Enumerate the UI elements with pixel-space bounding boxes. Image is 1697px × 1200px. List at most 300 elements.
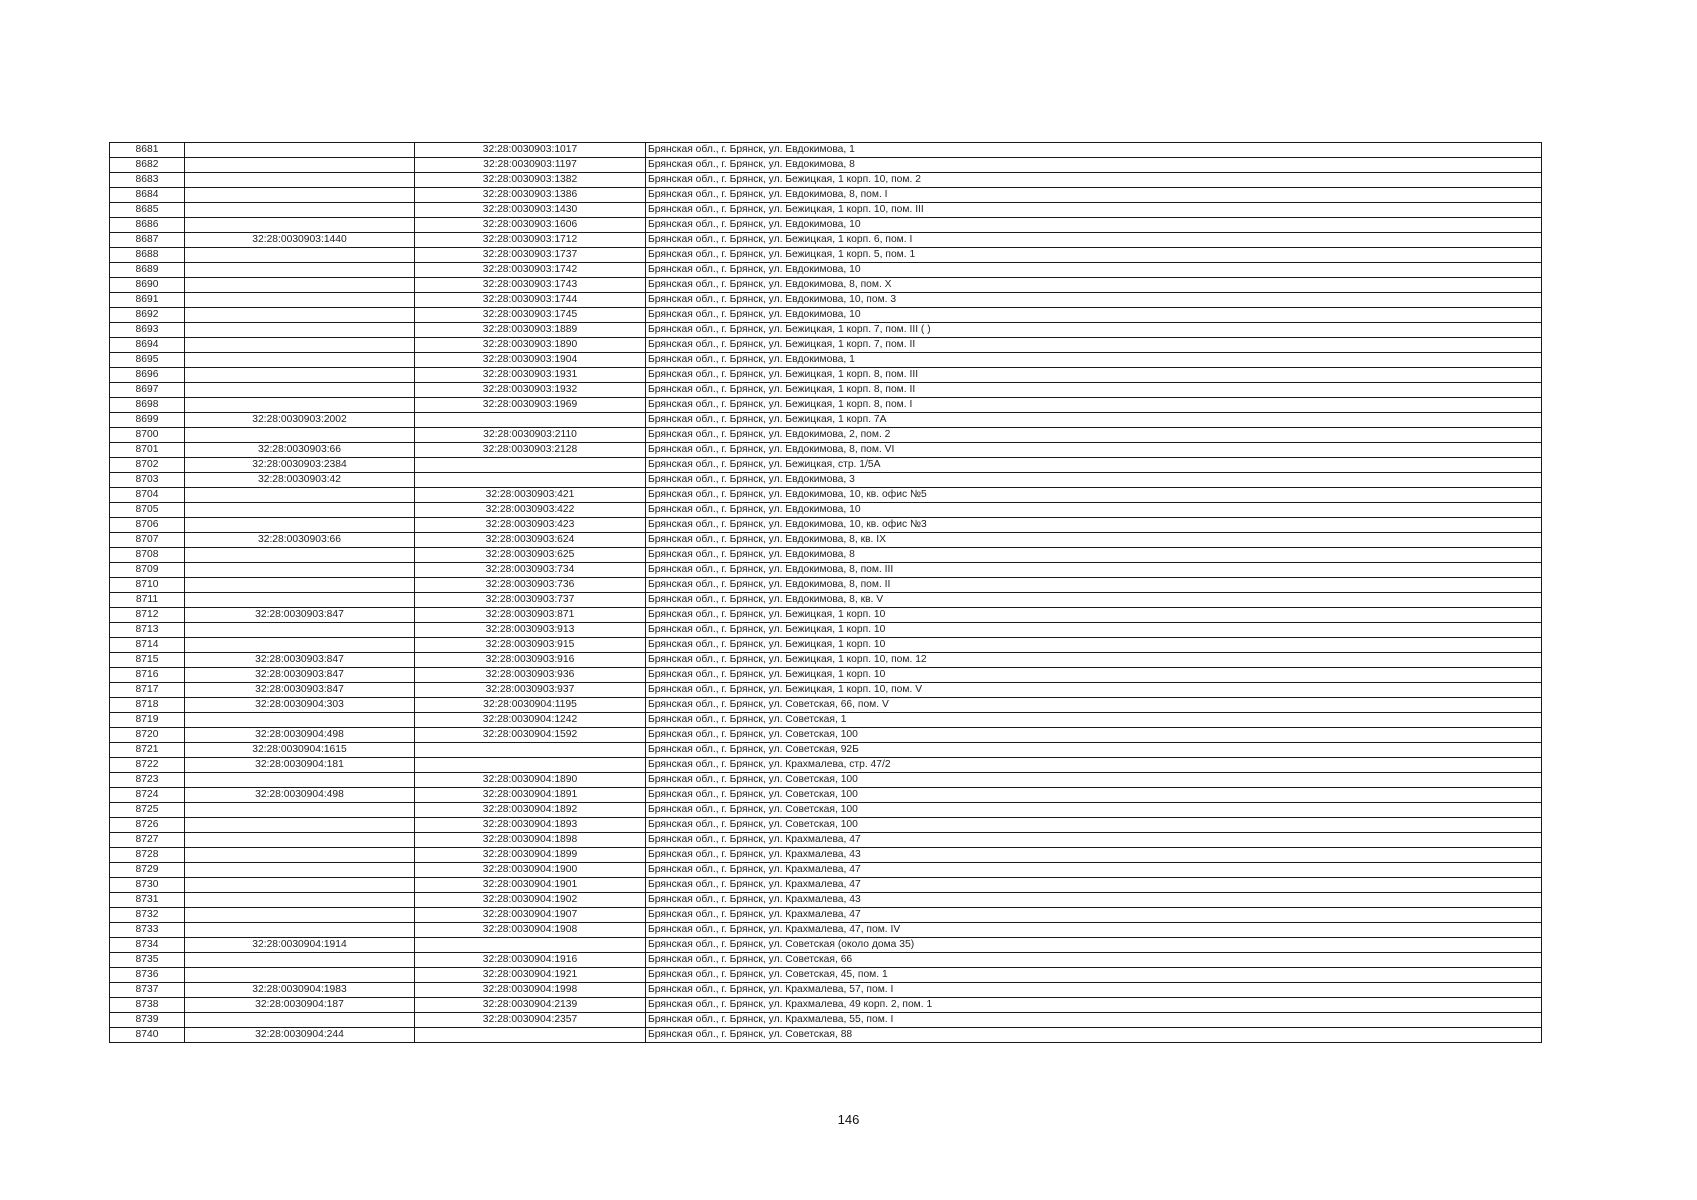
row-number-cell: 8684 (110, 188, 185, 203)
address-cell: Брянская обл., г. Брянск, ул. Евдокимова, 10 (646, 503, 1542, 518)
parent-cadastral-number-cell: 32:28:0030903:847 (185, 683, 415, 698)
row-number-cell: 8739 (110, 1013, 185, 1028)
cadastral-number-cell: 32:28:0030903:1889 (415, 323, 646, 338)
address-cell: Брянская обл., г. Брянск, ул. Бежицкая, 1 корп. 7, пом. III ( ) (646, 323, 1542, 338)
cadastral-number-cell: 32:28:0030904:1893 (415, 818, 646, 833)
cadastral-number-cell: 32:28:0030904:1900 (415, 863, 646, 878)
cadastral-number-cell: 32:28:0030904:2357 (415, 1013, 646, 1028)
row-number-cell: 8709 (110, 563, 185, 578)
parent-cadastral-number-cell: 32:28:0030904:1983 (185, 983, 415, 998)
cadastral-number-cell: 32:28:0030903:1745 (415, 308, 646, 323)
cadastral-number-cell: 32:28:0030903:937 (415, 683, 646, 698)
row-number-cell: 8701 (110, 443, 185, 458)
parent-cadastral-number-cell: 32:28:0030904:498 (185, 788, 415, 803)
parent-cadastral-number-cell: 32:28:0030903:1440 (185, 233, 415, 248)
table-row (110, 863, 1542, 878)
table-row (110, 158, 1542, 173)
row-number-cell: 8704 (110, 488, 185, 503)
parent-cadastral-number-cell (185, 713, 415, 728)
cadastral-number-cell: 32:28:0030904:1891 (415, 788, 646, 803)
address-cell: Брянская обл., г. Брянск, ул. Бежицкая, стр. 1/5А (646, 458, 1542, 473)
row-number-cell: 8740 (110, 1028, 185, 1043)
table-row (110, 998, 1542, 1013)
row-number-cell: 8702 (110, 458, 185, 473)
table-row (110, 638, 1542, 653)
address-cell: Брянская обл., г. Брянск, ул. Евдокимова, 3 (646, 473, 1542, 488)
address-cell: Брянская обл., г. Брянск, ул. Советская, 100 (646, 788, 1542, 803)
address-cell: Брянская обл., г. Брянск, ул. Крахмалева, 43 (646, 848, 1542, 863)
parent-cadastral-number-cell (185, 368, 415, 383)
parent-cadastral-number-cell: 32:28:0030904:498 (185, 728, 415, 743)
parent-cadastral-number-cell (185, 848, 415, 863)
address-cell: Брянская обл., г. Брянск, ул. Крахмалева, 47 (646, 908, 1542, 923)
row-number-cell: 8731 (110, 893, 185, 908)
row-number-cell: 8689 (110, 263, 185, 278)
parent-cadastral-number-cell: 32:28:0030903:2384 (185, 458, 415, 473)
table-row (110, 308, 1542, 323)
row-number-cell: 8693 (110, 323, 185, 338)
parent-cadastral-number-cell (185, 263, 415, 278)
row-number-cell: 8685 (110, 203, 185, 218)
parent-cadastral-number-cell (185, 968, 415, 983)
cadastral-number-cell: 32:28:0030904:1195 (415, 698, 646, 713)
cadastral-number-cell: 32:28:0030903:1932 (415, 383, 646, 398)
table-row (110, 458, 1542, 473)
row-number-cell: 8711 (110, 593, 185, 608)
cadastral-number-cell: 32:28:0030904:1907 (415, 908, 646, 923)
parent-cadastral-number-cell: 32:28:0030903:847 (185, 653, 415, 668)
parent-cadastral-number-cell (185, 338, 415, 353)
address-cell: Брянская обл., г. Брянск, ул. Евдокимова, 8, пом. VI (646, 443, 1542, 458)
row-number-cell: 8703 (110, 473, 185, 488)
cadastral-number-cell: 32:28:0030903:1931 (415, 368, 646, 383)
address-cell: Брянская обл., г. Брянск, ул. Бежицкая, 1 корп. 10, пом. 12 (646, 653, 1542, 668)
cadastral-table (109, 142, 1542, 1043)
parent-cadastral-number-cell (185, 383, 415, 398)
table-row (110, 878, 1542, 893)
parent-cadastral-number-cell (185, 143, 415, 158)
row-number-cell: 8718 (110, 698, 185, 713)
row-number-cell: 8713 (110, 623, 185, 638)
address-cell: Брянская обл., г. Брянск, ул. Советская (около дома 35) (646, 938, 1542, 953)
row-number-cell: 8692 (110, 308, 185, 323)
parent-cadastral-number-cell (185, 593, 415, 608)
cadastral-number-cell: 32:28:0030903:1742 (415, 263, 646, 278)
row-number-cell: 8724 (110, 788, 185, 803)
row-number-cell: 8714 (110, 638, 185, 653)
row-number-cell: 8696 (110, 368, 185, 383)
table-row (110, 983, 1542, 998)
parent-cadastral-number-cell (185, 818, 415, 833)
row-number-cell: 8705 (110, 503, 185, 518)
parent-cadastral-number-cell (185, 833, 415, 848)
address-cell: Брянская обл., г. Брянск, ул. Крахмалева, стр. 47/2 (646, 758, 1542, 773)
parent-cadastral-number-cell (185, 308, 415, 323)
row-number-cell: 8716 (110, 668, 185, 683)
row-number-cell: 8738 (110, 998, 185, 1013)
table-row (110, 563, 1542, 578)
table-row (110, 293, 1542, 308)
table-row (110, 248, 1542, 263)
table-row (110, 728, 1542, 743)
address-cell: Брянская обл., г. Брянск, ул. Бежицкая, 1 корп. 10, пом. 2 (646, 173, 1542, 188)
address-cell: Брянская обл., г. Брянск, ул. Советская, 45, пом. 1 (646, 968, 1542, 983)
cadastral-number-cell: 32:28:0030903:1382 (415, 173, 646, 188)
row-number-cell: 8720 (110, 728, 185, 743)
parent-cadastral-number-cell (185, 878, 415, 893)
cadastral-number-cell: 32:28:0030903:423 (415, 518, 646, 533)
table-row (110, 743, 1542, 758)
parent-cadastral-number-cell (185, 503, 415, 518)
table-row (110, 683, 1542, 698)
address-cell: Брянская обл., г. Брянск, ул. Евдокимова, 8, кв. V (646, 593, 1542, 608)
row-number-cell: 8736 (110, 968, 185, 983)
row-number-cell: 8729 (110, 863, 185, 878)
address-cell: Брянская обл., г. Брянск, ул. Евдокимова, 8 (646, 548, 1542, 563)
parent-cadastral-number-cell: 32:28:0030904:303 (185, 698, 415, 713)
parent-cadastral-number-cell (185, 548, 415, 563)
row-number-cell: 8682 (110, 158, 185, 173)
table-row (110, 788, 1542, 803)
cadastral-number-cell: 32:28:0030903:1969 (415, 398, 646, 413)
row-number-cell: 8694 (110, 338, 185, 353)
table-body (110, 143, 1542, 1043)
table-row (110, 143, 1542, 158)
cadastral-number-cell (415, 473, 646, 488)
parent-cadastral-number-cell (185, 188, 415, 203)
table-row (110, 368, 1542, 383)
row-number-cell: 8717 (110, 683, 185, 698)
address-cell: Брянская обл., г. Брянск, ул. Советская, 92Б (646, 743, 1542, 758)
table-row (110, 173, 1542, 188)
address-cell: Брянская обл., г. Брянск, ул. Бежицкая, 1 корп. 7, пом. II (646, 338, 1542, 353)
row-number-cell: 8719 (110, 713, 185, 728)
cadastral-number-cell: 32:28:0030903:1386 (415, 188, 646, 203)
cadastral-number-cell: 32:28:0030903:1744 (415, 293, 646, 308)
address-cell: Брянская обл., г. Брянск, ул. Бежицкая, 1 корп. 5, пом. 1 (646, 248, 1542, 263)
table-row (110, 968, 1542, 983)
address-cell: Брянская обл., г. Брянск, ул. Евдокимова, 8, пом. I (646, 188, 1542, 203)
address-cell: Брянская обл., г. Брянск, ул. Советская, 88 (646, 1028, 1542, 1043)
address-cell: Брянская обл., г. Брянск, ул. Советская, 66, пом. V (646, 698, 1542, 713)
address-cell: Брянская обл., г. Брянск, ул. Евдокимова, 10 (646, 263, 1542, 278)
cadastral-number-cell: 32:28:0030903:1737 (415, 248, 646, 263)
cadastral-number-cell: 32:28:0030903:916 (415, 653, 646, 668)
row-number-cell: 8728 (110, 848, 185, 863)
parent-cadastral-number-cell (185, 908, 415, 923)
parent-cadastral-number-cell (185, 278, 415, 293)
row-number-cell: 8710 (110, 578, 185, 593)
cadastral-number-cell: 32:28:0030903:1017 (415, 143, 646, 158)
parent-cadastral-number-cell (185, 923, 415, 938)
table-row (110, 428, 1542, 443)
parent-cadastral-number-cell (185, 1013, 415, 1028)
cadastral-number-cell: 32:28:0030903:737 (415, 593, 646, 608)
parent-cadastral-number-cell (185, 428, 415, 443)
cadastral-number-cell: 32:28:0030904:1998 (415, 983, 646, 998)
row-number-cell: 8722 (110, 758, 185, 773)
parent-cadastral-number-cell: 32:28:0030903:66 (185, 443, 415, 458)
table-row (110, 773, 1542, 788)
address-cell: Брянская обл., г. Брянск, ул. Бежицкая, 1 корп. 6, пом. I (646, 233, 1542, 248)
table-row (110, 218, 1542, 233)
address-cell: Брянская обл., г. Брянск, ул. Евдокимова, 10 (646, 308, 1542, 323)
address-cell: Брянская обл., г. Брянск, ул. Евдокимова, 8 (646, 158, 1542, 173)
row-number-cell: 8707 (110, 533, 185, 548)
address-cell: Брянская обл., г. Брянск, ул. Крахмалева, 55, пом. I (646, 1013, 1542, 1028)
table-row (110, 1013, 1542, 1028)
parent-cadastral-number-cell (185, 203, 415, 218)
address-cell: Брянская обл., г. Брянск, ул. Бежицкая, 1 корп. 10 (646, 623, 1542, 638)
cadastral-number-cell: 32:28:0030903:422 (415, 503, 646, 518)
cadastral-number-cell: 32:28:0030903:871 (415, 608, 646, 623)
cadastral-number-cell: 32:28:0030904:1902 (415, 893, 646, 908)
parent-cadastral-number-cell: 32:28:0030903:847 (185, 608, 415, 623)
parent-cadastral-number-cell (185, 173, 415, 188)
table-row (110, 578, 1542, 593)
table-row (110, 653, 1542, 668)
parent-cadastral-number-cell: 32:28:0030904:1914 (185, 938, 415, 953)
address-cell: Брянская обл., г. Брянск, ул. Крахмалева, 47, пом. IV (646, 923, 1542, 938)
address-cell: Брянская обл., г. Брянск, ул. Евдокимова, 1 (646, 143, 1542, 158)
address-cell: Брянская обл., г. Брянск, ул. Советская, 66 (646, 953, 1542, 968)
address-cell: Брянская обл., г. Брянск, ул. Евдокимова, 10, пом. 3 (646, 293, 1542, 308)
row-number-cell: 8732 (110, 908, 185, 923)
table-row (110, 758, 1542, 773)
table-row (110, 608, 1542, 623)
row-number-cell: 8698 (110, 398, 185, 413)
parent-cadastral-number-cell (185, 803, 415, 818)
address-cell: Брянская обл., г. Брянск, ул. Евдокимова, 1 (646, 353, 1542, 368)
table-row (110, 263, 1542, 278)
parent-cadastral-number-cell (185, 248, 415, 263)
parent-cadastral-number-cell (185, 578, 415, 593)
address-cell: Брянская обл., г. Брянск, ул. Бежицкая, 1 корп. 7А (646, 413, 1542, 428)
table-row (110, 908, 1542, 923)
parent-cadastral-number-cell: 32:28:0030904:187 (185, 998, 415, 1013)
row-number-cell: 8735 (110, 953, 185, 968)
address-cell: Брянская обл., г. Брянск, ул. Бежицкая, 1 корп. 8, пом. I (646, 398, 1542, 413)
row-number-cell: 8726 (110, 818, 185, 833)
table-row (110, 893, 1542, 908)
parent-cadastral-number-cell (185, 323, 415, 338)
parent-cadastral-number-cell (185, 638, 415, 653)
parent-cadastral-number-cell (185, 953, 415, 968)
table-row (110, 338, 1542, 353)
cadastral-number-cell (415, 458, 646, 473)
cadastral-number-cell: 32:28:0030903:2110 (415, 428, 646, 443)
address-cell: Брянская обл., г. Брянск, ул. Крахмалева, 43 (646, 893, 1542, 908)
parent-cadastral-number-cell: 32:28:0030903:42 (185, 473, 415, 488)
row-number-cell: 8730 (110, 878, 185, 893)
address-cell: Брянская обл., г. Брянск, ул. Советская, 100 (646, 818, 1542, 833)
address-cell: Брянская обл., г. Брянск, ул. Бежицкая, 1 корп. 10 (646, 668, 1542, 683)
row-number-cell: 8688 (110, 248, 185, 263)
table-row (110, 668, 1542, 683)
table-row (110, 548, 1542, 563)
table-row (110, 803, 1542, 818)
table-row (110, 398, 1542, 413)
parent-cadastral-number-cell: 32:28:0030903:66 (185, 533, 415, 548)
address-cell: Брянская обл., г. Брянск, ул. Бежицкая, 1 корп. 8, пом. II (646, 383, 1542, 398)
table-row (110, 443, 1542, 458)
table-row (110, 923, 1542, 938)
cadastral-number-cell: 32:28:0030904:1890 (415, 773, 646, 788)
address-cell: Брянская обл., г. Брянск, ул. Бежицкая, 1 корп. 10, пом. III (646, 203, 1542, 218)
cadastral-number-cell: 32:28:0030904:1916 (415, 953, 646, 968)
row-number-cell: 8687 (110, 233, 185, 248)
row-number-cell: 8690 (110, 278, 185, 293)
table-row (110, 833, 1542, 848)
cadastral-number-cell: 32:28:0030903:625 (415, 548, 646, 563)
cadastral-number-cell: 32:28:0030903:1606 (415, 218, 646, 233)
row-number-cell: 8737 (110, 983, 185, 998)
address-cell: Брянская обл., г. Брянск, ул. Евдокимова, 8, пом. II (646, 578, 1542, 593)
address-cell: Брянская обл., г. Брянск, ул. Бежицкая, 1 корп. 8, пом. III (646, 368, 1542, 383)
cadastral-number-cell: 32:28:0030904:2139 (415, 998, 646, 1013)
address-cell: Брянская обл., г. Брянск, ул. Евдокимова, 8, пом. III (646, 563, 1542, 578)
table-row (110, 353, 1542, 368)
address-cell: Брянская обл., г. Брянск, ул. Бежицкая, 1 корп. 10 (646, 608, 1542, 623)
cadastral-number-cell: 32:28:0030903:624 (415, 533, 646, 548)
address-cell: Брянская обл., г. Брянск, ул. Крахмалева, 49 корп. 2, пом. 1 (646, 998, 1542, 1013)
cadastral-number-cell: 32:28:0030904:1898 (415, 833, 646, 848)
parent-cadastral-number-cell: 32:28:0030903:847 (185, 668, 415, 683)
row-number-cell: 8700 (110, 428, 185, 443)
parent-cadastral-number-cell (185, 353, 415, 368)
table-row (110, 938, 1542, 953)
parent-cadastral-number-cell (185, 623, 415, 638)
parent-cadastral-number-cell (185, 773, 415, 788)
cadastral-number-cell (415, 743, 646, 758)
cadastral-number-cell: 32:28:0030903:1743 (415, 278, 646, 293)
address-cell: Брянская обл., г. Брянск, ул. Евдокимова, 8, кв. IX (646, 533, 1542, 548)
cadastral-number-cell: 32:28:0030903:736 (415, 578, 646, 593)
cadastral-number-cell: 32:28:0030904:1908 (415, 923, 646, 938)
address-cell: Брянская обл., г. Брянск, ул. Бежицкая, 1 корп. 10 (646, 638, 1542, 653)
parent-cadastral-number-cell: 32:28:0030904:244 (185, 1028, 415, 1043)
row-number-cell: 8733 (110, 923, 185, 938)
cadastral-number-cell (415, 938, 646, 953)
parent-cadastral-number-cell (185, 488, 415, 503)
row-number-cell: 8683 (110, 173, 185, 188)
table-row (110, 713, 1542, 728)
cadastral-number-cell: 32:28:0030903:1904 (415, 353, 646, 368)
row-number-cell: 8725 (110, 803, 185, 818)
cadastral-number-cell: 32:28:0030903:913 (415, 623, 646, 638)
table-row (110, 623, 1542, 638)
row-number-cell: 8706 (110, 518, 185, 533)
cadastral-number-cell: 32:28:0030903:734 (415, 563, 646, 578)
cadastral-number-cell: 32:28:0030903:936 (415, 668, 646, 683)
cadastral-number-cell: 32:28:0030904:1901 (415, 878, 646, 893)
table-row (110, 278, 1542, 293)
parent-cadastral-number-cell (185, 293, 415, 308)
table-row (110, 818, 1542, 833)
row-number-cell: 8691 (110, 293, 185, 308)
row-number-cell: 8699 (110, 413, 185, 428)
table-row (110, 473, 1542, 488)
table-row (110, 413, 1542, 428)
row-number-cell: 8681 (110, 143, 185, 158)
cadastral-number-cell: 32:28:0030903:2128 (415, 443, 646, 458)
table-row (110, 848, 1542, 863)
cadastral-number-cell: 32:28:0030903:1430 (415, 203, 646, 218)
table-row (110, 188, 1542, 203)
row-number-cell: 8708 (110, 548, 185, 563)
table-row (110, 203, 1542, 218)
address-cell: Брянская обл., г. Брянск, ул. Советская, 100 (646, 773, 1542, 788)
address-cell: Брянская обл., г. Брянск, ул. Крахмалева, 57, пом. I (646, 983, 1542, 998)
parent-cadastral-number-cell (185, 893, 415, 908)
row-number-cell: 8686 (110, 218, 185, 233)
cadastral-number-cell: 32:28:0030904:1921 (415, 968, 646, 983)
address-cell: Брянская обл., г. Брянск, ул. Советская, 100 (646, 728, 1542, 743)
parent-cadastral-number-cell (185, 218, 415, 233)
row-number-cell: 8695 (110, 353, 185, 368)
cadastral-number-cell: 32:28:0030903:915 (415, 638, 646, 653)
cadastral-number-cell: 32:28:0030904:1892 (415, 803, 646, 818)
cadastral-number-cell (415, 758, 646, 773)
page-number: 146 (837, 1112, 860, 1127)
table-row (110, 323, 1542, 338)
table-row (110, 503, 1542, 518)
row-number-cell: 8727 (110, 833, 185, 848)
parent-cadastral-number-cell (185, 518, 415, 533)
parent-cadastral-number-cell: 32:28:0030904:181 (185, 758, 415, 773)
table-row (110, 533, 1542, 548)
address-cell: Брянская обл., г. Брянск, ул. Евдокимова, 10, кв. офис №3 (646, 518, 1542, 533)
cadastral-number-cell: 32:28:0030904:1592 (415, 728, 646, 743)
address-cell: Брянская обл., г. Брянск, ул. Крахмалева, 47 (646, 863, 1542, 878)
row-number-cell: 8715 (110, 653, 185, 668)
address-cell: Брянская обл., г. Брянск, ул. Крахмалева, 47 (646, 833, 1542, 848)
table-row (110, 518, 1542, 533)
address-cell: Брянская обл., г. Брянск, ул. Советская, 1 (646, 713, 1542, 728)
cadastral-number-cell (415, 413, 646, 428)
table-row (110, 383, 1542, 398)
table-row (110, 1028, 1542, 1043)
row-number-cell: 8734 (110, 938, 185, 953)
cadastral-number-cell: 32:28:0030903:1712 (415, 233, 646, 248)
address-cell: Брянская обл., г. Брянск, ул. Евдокимова, 10, кв. офис №5 (646, 488, 1542, 503)
parent-cadastral-number-cell: 32:28:0030903:2002 (185, 413, 415, 428)
row-number-cell: 8721 (110, 743, 185, 758)
cadastral-number-cell: 32:28:0030903:1890 (415, 338, 646, 353)
address-cell: Брянская обл., г. Брянск, ул. Крахмалева, 47 (646, 878, 1542, 893)
address-cell: Брянская обл., г. Брянск, ул. Бежицкая, 1 корп. 10, пом. V (646, 683, 1542, 698)
row-number-cell: 8697 (110, 383, 185, 398)
table-row (110, 593, 1542, 608)
table-row (110, 698, 1542, 713)
cadastral-number-cell: 32:28:0030904:1899 (415, 848, 646, 863)
row-number-cell: 8712 (110, 608, 185, 623)
row-number-cell: 8723 (110, 773, 185, 788)
table-row (110, 233, 1542, 248)
parent-cadastral-number-cell (185, 398, 415, 413)
parent-cadastral-number-cell (185, 563, 415, 578)
cadastral-number-cell: 32:28:0030903:421 (415, 488, 646, 503)
parent-cadastral-number-cell: 32:28:0030904:1615 (185, 743, 415, 758)
cadastral-number-cell (415, 1028, 646, 1043)
address-cell: Брянская обл., г. Брянск, ул. Евдокимова, 2, пом. 2 (646, 428, 1542, 443)
address-cell: Брянская обл., г. Брянск, ул. Евдокимова, 10 (646, 218, 1542, 233)
cadastral-number-cell: 32:28:0030904:1242 (415, 713, 646, 728)
parent-cadastral-number-cell (185, 158, 415, 173)
address-cell: Брянская обл., г. Брянск, ул. Советская, 100 (646, 803, 1542, 818)
parent-cadastral-number-cell (185, 863, 415, 878)
table-row (110, 488, 1542, 503)
